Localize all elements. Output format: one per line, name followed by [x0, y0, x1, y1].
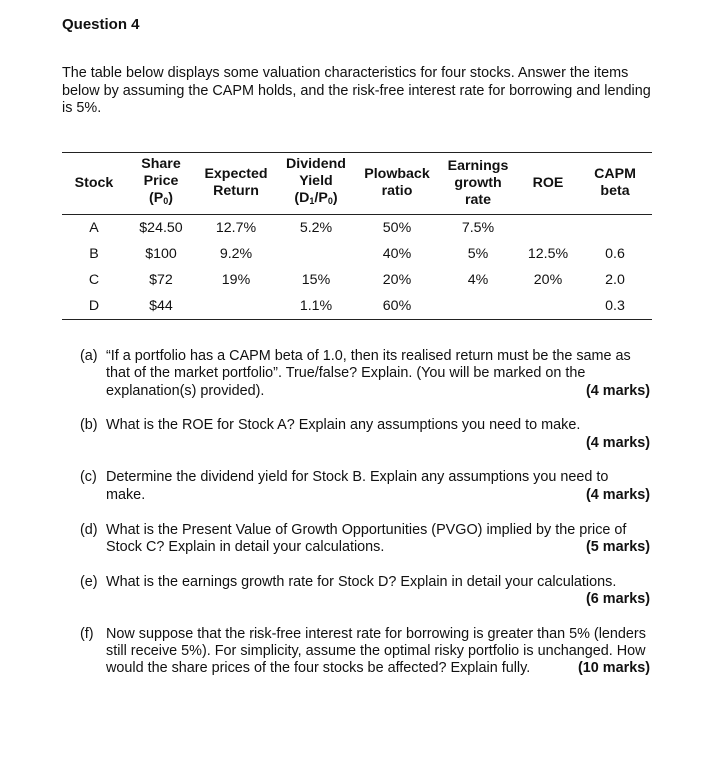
- question-text: What is the Present Value of Growth Opportunities (PVGO) implied by the price of Stock C? Explain in detail your calculations.: [106, 521, 627, 555]
- question-label: (f): [80, 625, 94, 642]
- table-header-row: [62, 153, 652, 215]
- cell-growth: 7.5%: [461, 220, 495, 236]
- cell-stock: B: [89, 246, 99, 262]
- cell-dividend-yield: [276, 241, 356, 267]
- header-stock: Stock: [62, 153, 126, 215]
- question-text: What is the ROE for Stock A? Explain any assumptions you need to make.: [106, 417, 581, 434]
- question-label: (b): [80, 417, 98, 434]
- question-marks: (6 marks): [586, 590, 650, 607]
- cell-price: $44: [126, 293, 196, 320]
- cell-plowback: 60%: [356, 293, 438, 320]
- cell-beta: 2.0: [605, 272, 625, 288]
- header-capm-beta: CAPM beta: [578, 153, 652, 215]
- question-text: Now suppose that the risk-free interest rate for borrowing is greater than 5% (lenders still receive 5%). For simplicity, assume the optimal risky portfolio is unchanged. How would the share prices of the four stocks be affected? Explain fully.: [106, 625, 646, 677]
- question-label: (e): [80, 573, 98, 590]
- cell-dividend-yield: 15%: [301, 272, 331, 288]
- cell-beta: [578, 215, 652, 242]
- question-marks: (10 marks): [578, 660, 650, 677]
- cell-beta: 0.6: [605, 246, 625, 262]
- cell-plowback: 50%: [382, 220, 412, 236]
- cell-price: $72: [149, 272, 173, 288]
- cell-stock: C: [88, 272, 100, 288]
- question-title: Question 4: [62, 16, 140, 33]
- cell-expected-return: 19%: [221, 272, 251, 288]
- table-row: [62, 215, 652, 242]
- cell-price: $100: [145, 246, 177, 262]
- question-marks: (4 marks): [586, 382, 650, 399]
- question-text: Determine the dividend yield for Stock B. Explain any assumptions you need to make.: [106, 469, 609, 503]
- question-text: What is the earnings growth rate for Stock D? Explain in detail your calculations.: [106, 573, 617, 590]
- cell-stock: D: [62, 293, 126, 320]
- cell-plowback: 40%: [382, 246, 412, 262]
- question-marks: (4 marks): [586, 434, 650, 451]
- question-f: [80, 626, 650, 678]
- intro-paragraph: The table below displays some valuation characteristics for four stocks. Answer the items below by assuming the CAPM holds, and the risk-free interest rate for borrowing and lending is 5%.: [62, 65, 651, 116]
- question-label: (d): [80, 521, 98, 538]
- cell-expected-return: [196, 293, 276, 320]
- cell-dividend-yield: 5.2%: [299, 220, 333, 236]
- cell-roe: 12.5%: [527, 246, 569, 262]
- question-text: “If a portfolio has a CAPM beta of 1.0, then its realised return must be the same as that of the market portfolio”. True/false? Explain. (You will be marked on the explanation(s) provided).: [106, 348, 631, 399]
- cell-beta: 0.3: [578, 293, 652, 320]
- cell-roe: 20%: [533, 272, 563, 288]
- cell-expected-return: 12.7%: [215, 220, 257, 236]
- header-dividend-yield: Dividend Yield $(D_1/P_0)$: [276, 153, 356, 215]
- question-list: [80, 348, 650, 695]
- header-share-price: Share Price $(P_0)$: [126, 153, 196, 215]
- table-row: [62, 267, 652, 293]
- question-marks: (4 marks): [586, 486, 650, 503]
- header-plowback-ratio: Plowback ratio: [356, 153, 438, 215]
- header-expected-return: Expected Return: [196, 153, 276, 215]
- question-c: [80, 469, 650, 504]
- cell-stock: A: [89, 220, 99, 236]
- cell-plowback: 20%: [382, 272, 412, 288]
- question-b: [80, 417, 650, 452]
- table-row: [62, 241, 652, 267]
- table-row: [62, 293, 652, 320]
- cell-growth: 5%: [467, 246, 489, 262]
- cell-price: $24.50: [139, 220, 183, 236]
- valuation-table: [62, 152, 652, 320]
- cell-growth: 4%: [467, 272, 489, 288]
- question-a: [80, 348, 650, 400]
- question-label: (c): [80, 469, 97, 486]
- cell-dividend-yield: 1.1%: [276, 293, 356, 320]
- question-label: (a): [80, 348, 98, 364]
- cell-roe: [518, 215, 578, 242]
- header-earnings-growth-rate: Earnings growth rate: [438, 153, 518, 215]
- header-roe: ROE: [518, 153, 578, 215]
- question-marks: (5 marks): [586, 538, 650, 555]
- question-e: [80, 574, 650, 609]
- cell-growth: [438, 293, 518, 320]
- cell-expected-return: 9.2%: [219, 246, 253, 262]
- cell-roe: [518, 293, 578, 320]
- question-d: [80, 522, 650, 557]
